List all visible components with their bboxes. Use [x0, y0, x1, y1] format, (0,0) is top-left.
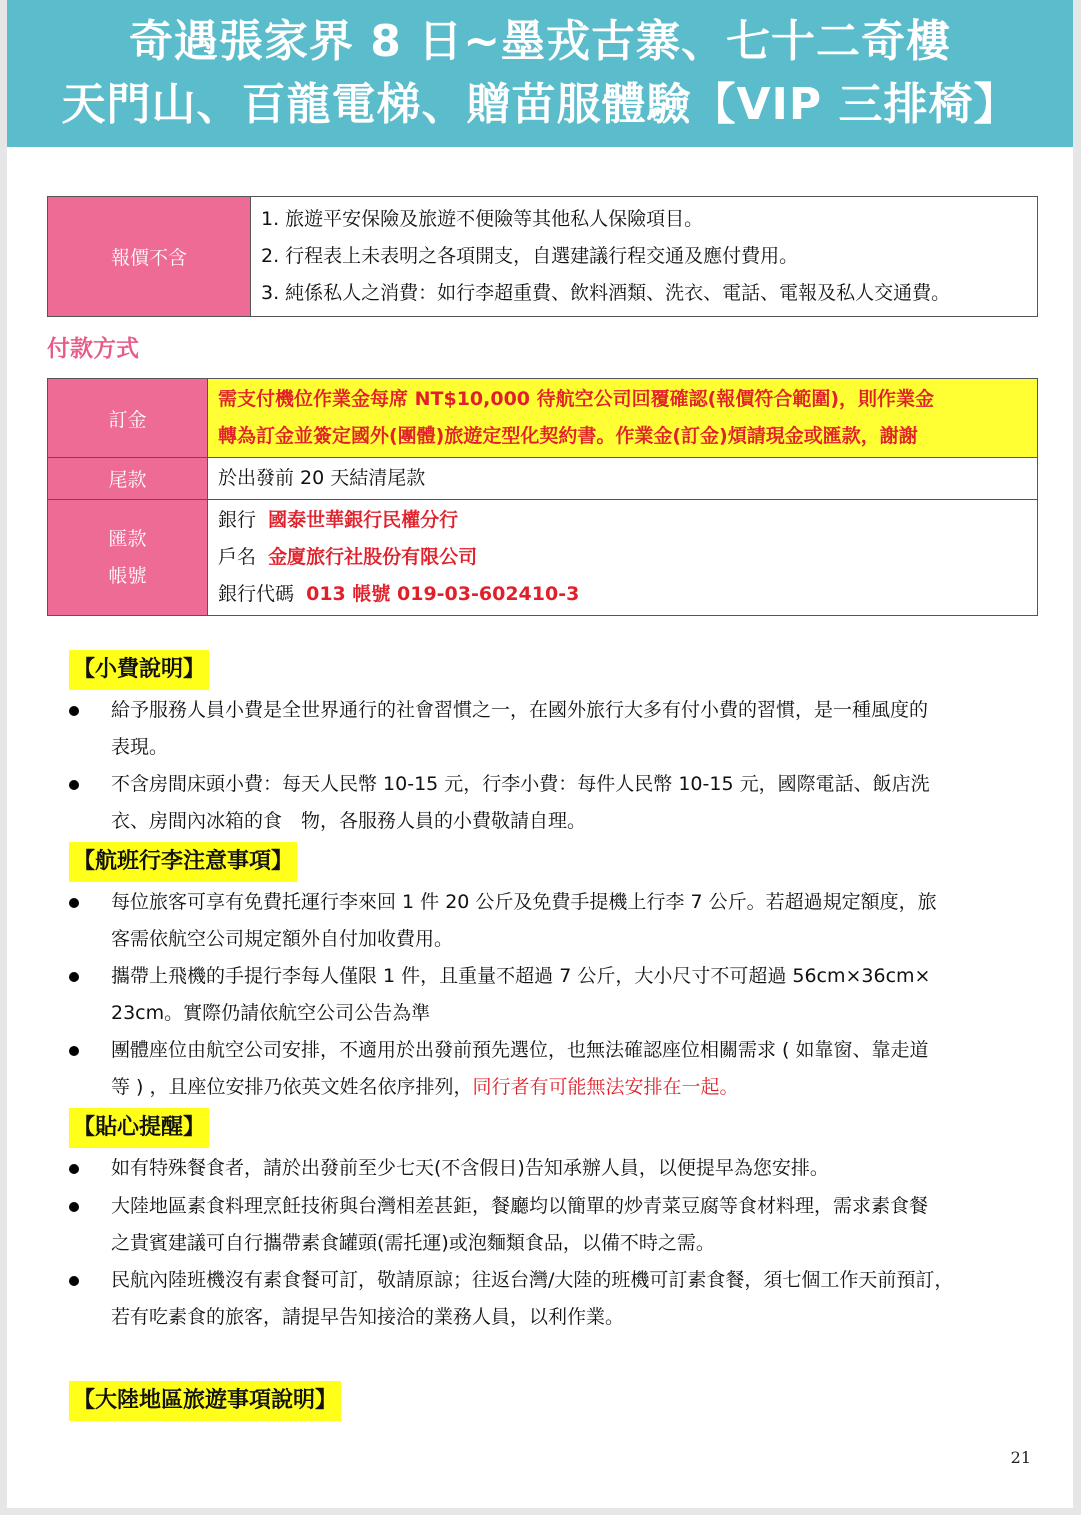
code-line	[218, 576, 1027, 613]
deposit-text-line-2: 轉為訂金並簽定國外(團體)旅遊定型化契約書。作業金(訂金)煩請現金或匯款，謝謝	[218, 425, 918, 447]
holder-line	[218, 539, 1027, 576]
excluded-label: 報價不含	[48, 197, 251, 317]
account-label-line-1: 匯款	[108, 527, 147, 550]
holder-value: 金廈旅行社股份有限公司	[268, 546, 478, 568]
deposit-row	[48, 379, 1038, 458]
holder-label: 戶名	[218, 546, 257, 568]
luggage-bullet-2: 攜帶上飛機的手提行李每人僅限 1 件，且重量不超過 7 公斤，大小尺寸不可超過 56cm×36cm× 23cm。實際仍請依航空公司公告為準	[69, 958, 1044, 1032]
title-banner	[7, 0, 1073, 147]
bank-value: 國泰世華銀行民權分行	[268, 509, 459, 531]
reminder-bullet-2: 大陸地區素食料理烹飪技術與台灣相差甚鉅，餐廳均以簡單的炒青菜豆腐等食材料理，需求素食餐 之貴賓建議可自行攜帶素食罐頭(需托運)或泡麵類食品，以備不時之需。	[69, 1188, 1044, 1262]
payment-table	[47, 378, 1038, 616]
bullet-dot-icon	[69, 1046, 79, 1056]
excluded-table	[47, 196, 1038, 317]
bullet-dot-icon	[69, 1202, 79, 1212]
bullet-dot-icon	[69, 1164, 79, 1174]
bank-label: 銀行	[218, 509, 257, 531]
luggage-warning: 同行者有可能無法安排在一起。	[472, 1076, 739, 1098]
tips-bullet-2: 不含房間床頭小費：每天人民幣 10-15 元，行李小費：每件人民幣 10-15 元，國際電話、飯店洗 衣、房間內冰箱的食 物，各服務人員的小費敬請自理。	[69, 766, 1044, 840]
account-label-line-2: 帳號	[108, 564, 147, 587]
excluded-item-3: 3. 純係私人之消費：如行李超重費、飲料酒類、洗衣、電話、電報及私人交通費。	[261, 282, 951, 304]
account-label	[48, 500, 208, 616]
reminder-title: 【貼心提醒】	[69, 1108, 209, 1148]
balance-row	[48, 458, 1038, 500]
title-line-1: 奇遇張家界 8 日~墨戎古寨、七十二奇樓	[128, 16, 952, 67]
excluded-items	[251, 197, 1038, 317]
bullet-dot-icon	[69, 706, 79, 716]
luggage-bullet-1: 每位旅客可享有免費托運行李來回 1 件 20 公斤及免費手提機上行李 7 公斤。若超過規定額度，旅 客需依航空公司規定額外自付加收費用。	[69, 884, 1044, 958]
luggage-title: 【航班行李注意事項】	[69, 842, 297, 882]
excluded-item-2: 2. 行程表上未表明之各項開支，自選建議行程交通及應付費用。	[261, 245, 799, 267]
mainland-title: 【大陸地區旅遊事項說明】	[69, 1381, 341, 1421]
bank-line	[218, 502, 1027, 539]
excluded-item-1: 1. 旅遊平安保險及旅遊不便險等其他私人保險項目。	[261, 208, 704, 230]
luggage-bullet-3: 團體座位由航空公司安排，不適用於出發前預先選位，也無法確認座位相關需求 ( 如靠窗、靠走道 等 ) ，且座位安排乃依英文姓名依序排列，同行者有可能無法安排在一起。	[69, 1032, 1044, 1106]
bullet-dot-icon	[69, 780, 79, 790]
document-page	[7, 0, 1073, 1508]
tips-bullet-1: 給予服務人員小費是全世界通行的社會習慣之一，在國外旅行大多有付小費的習慣，是一種風度的 表現。	[69, 692, 1044, 766]
account-row	[48, 500, 1038, 616]
deposit-label: 訂金	[48, 379, 208, 458]
bullet-dot-icon	[69, 1276, 79, 1286]
bullet-dot-icon	[69, 898, 79, 908]
title-line-2: 天門山、百龍電梯、贈苗服體驗【VIP 三排椅】	[61, 79, 1019, 130]
bullet-dot-icon	[69, 972, 79, 982]
deposit-text-line-1: 需支付機位作業金每席 NT$10,000 待航空公司回覆確認(報價符合範圍)，則作業金	[218, 388, 934, 410]
tips-title: 【小費說明】	[69, 650, 209, 690]
payment-title: 付款方式	[47, 336, 139, 362]
code-label: 銀行代碼	[218, 583, 295, 605]
page-number: 21	[1010, 1448, 1031, 1467]
code-value: 013 帳號 019-03-602410-3	[306, 583, 580, 605]
deposit-text	[208, 379, 1038, 458]
account-details	[208, 500, 1038, 616]
reminder-bullet-3: 民航內陸班機沒有素食餐可訂，敬請原諒；往返台灣/大陸的班機可訂素食餐，須七個工作天前預訂， 若有吃素食的旅客，請提早告知接洽的業務人員，以利作業。	[69, 1262, 1044, 1336]
balance-label: 尾款	[48, 458, 208, 500]
reminder-bullet-1: 如有特殊餐食者，請於出發前至少七天(不含假日)告知承辦人員，以便提早為您安排。	[69, 1150, 1044, 1187]
balance-text: 於出發前 20 天結清尾款	[208, 458, 1038, 500]
